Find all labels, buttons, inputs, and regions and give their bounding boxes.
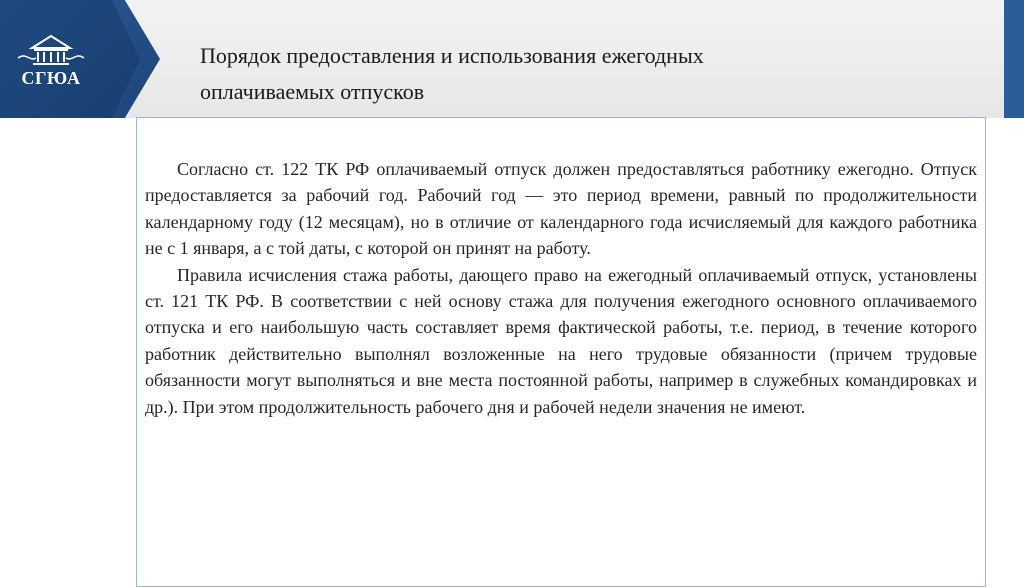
logo-text: СГЮА: [21, 68, 81, 88]
body-text: [145, 156, 977, 420]
header-side-bar: [1004, 0, 1024, 118]
paragraph: Правила исчисления стажа работы, дающего право на ежегодный оплачиваемый отпуск, установлены ст. 121 ТК РФ. В соответствии с ней основу стажа для получения ежегодного основного оплачиваемого отпуска и его наибольшую часть составляет время фактической работы, т.е. период, в течение которого работник действительно выполнял возложенные на него трудовые обязанности (причем трудовые обязанности могут выполняться и вне места постоянной работы, например в служебных командировках и др.). При этом продолжительность рабочего дня и рабочей недели значения не имеют.: [145, 264, 977, 417]
building-icon: [12, 28, 90, 68]
sgua-logo: [12, 28, 90, 92]
paragraph: Согласно ст. 122 ТК РФ оплачиваемый отпуск должен предоставляться работнику ежегодно. Отпуск предоставляется за рабочий год. Рабочий год — это период времени, равный по продолжительности календарному году (12 месяцам), но в отличие от календарного года исчисляемый для каждого работника не с 1 января, а с той даты, с которой он принят на работу.: [145, 159, 977, 259]
title-line-1: Порядок предоставления и использования ежегодных: [200, 43, 704, 68]
content-box: [136, 117, 986, 587]
page-title: [200, 38, 980, 110]
title-line-2: оплачиваемых отпусков: [200, 79, 425, 104]
